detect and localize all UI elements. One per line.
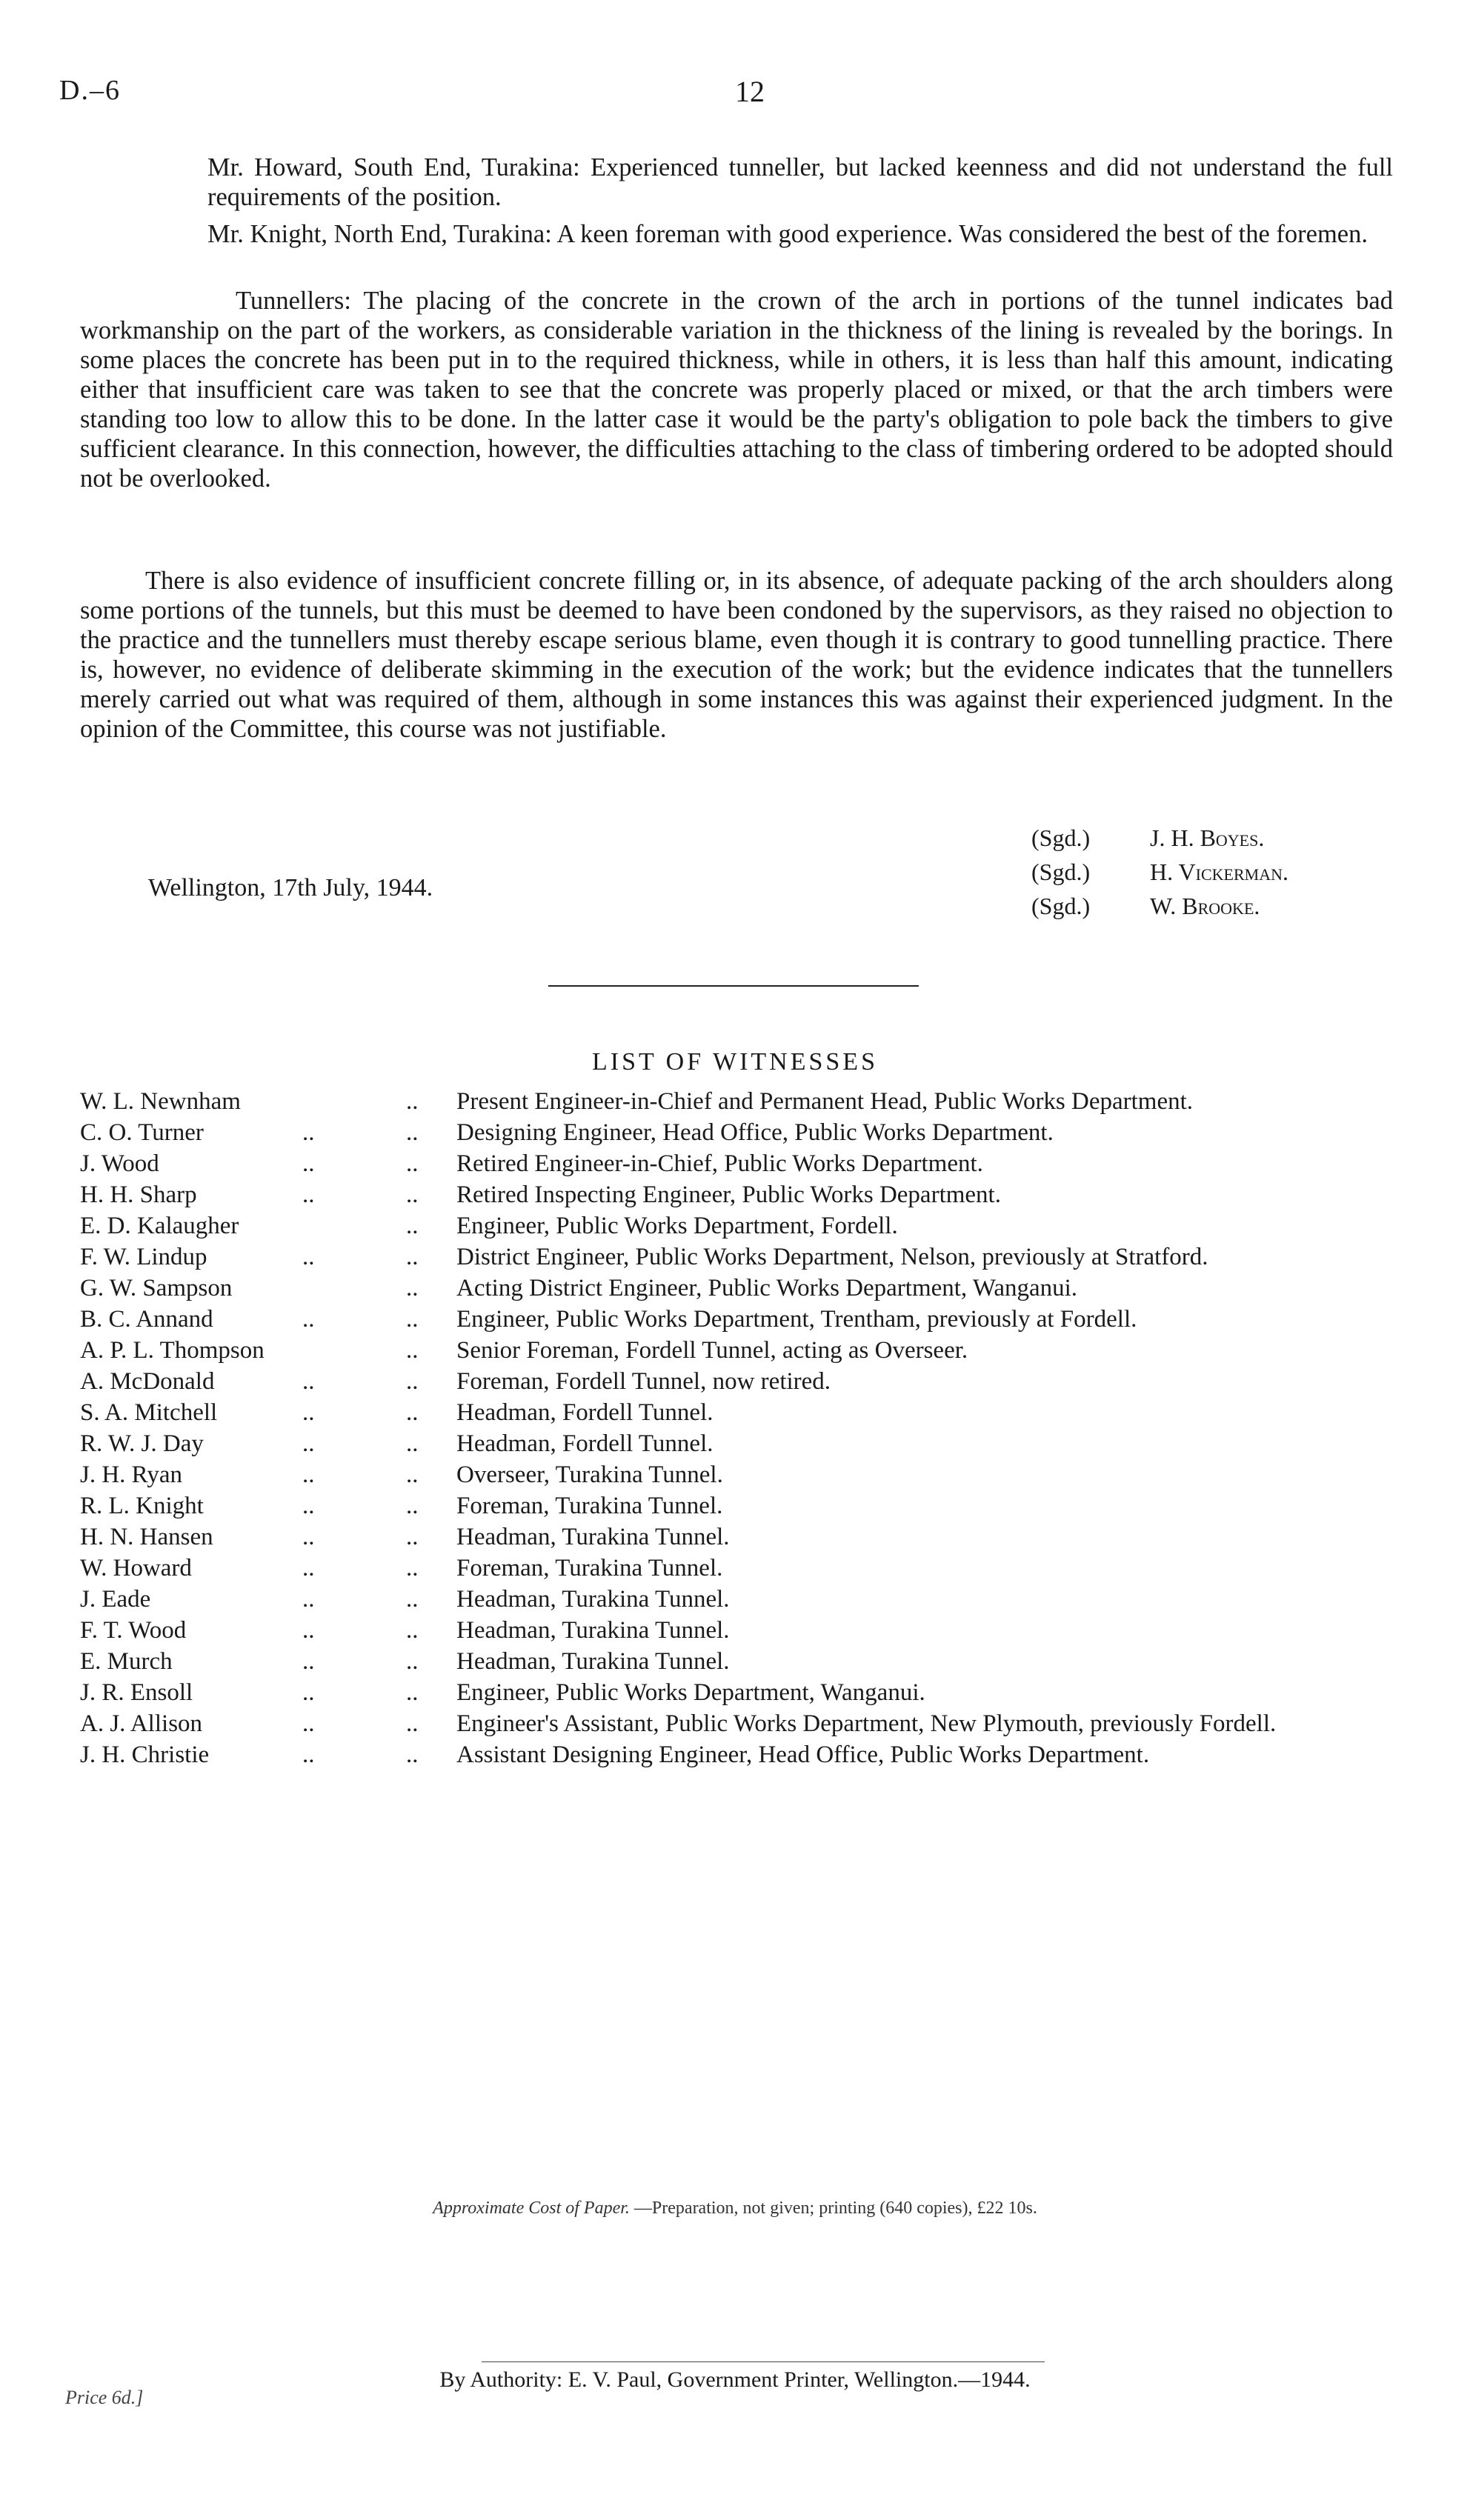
witness-name — [80, 1179, 406, 1210]
witness-name-text: H. H. Sharp — [80, 1181, 197, 1208]
witness-name — [80, 1117, 406, 1148]
leader-dots: .. — [406, 1617, 419, 1644]
witness-name — [80, 1459, 406, 1490]
leader-dots: .. — [406, 1088, 419, 1115]
witness-description: Engineer, Public Works Department, Fordell. — [456, 1213, 898, 1239]
page-number: 12 — [735, 75, 765, 108]
leader-dots: .. — [406, 1399, 419, 1426]
leader-dots: .. — [302, 1119, 315, 1146]
witness-name-text: J. H. Christie — [80, 1741, 210, 1768]
witness-description: District Engineer, Public Works Department, Nelson, previously at Stratford. — [456, 1244, 1208, 1270]
witness-description: Foreman, Turakina Tunnel. — [456, 1555, 723, 1581]
witness-name — [80, 1490, 406, 1521]
leader-dots: .. — [406, 1493, 419, 1519]
witness-name — [80, 1553, 406, 1584]
witness-row — [80, 1521, 1399, 1553]
witness-row — [80, 1179, 1399, 1210]
witness-name-text: B. C. Annand — [80, 1306, 213, 1333]
witness-row — [80, 1117, 1399, 1148]
witness-name — [80, 1739, 406, 1770]
witnesses-title: LIST OF WITNESSES — [591, 1048, 878, 1076]
cost-note-label: Approximate Cost of Paper. — [433, 2199, 630, 2218]
leader-dots: .. — [302, 1430, 315, 1457]
witness-description: Senior Foreman, Fordell Tunnel, acting as Overseer. — [456, 1337, 968, 1364]
witness-name — [80, 1335, 406, 1366]
leader-dots: .. — [302, 1150, 315, 1177]
witness-name — [80, 1708, 406, 1739]
witness-name-text: J. H. Ryan — [80, 1461, 183, 1488]
witness-row — [80, 1366, 1399, 1397]
leader-dots: .. — [302, 1461, 315, 1488]
witness-row — [80, 1553, 1399, 1584]
signatures-block — [1031, 821, 1288, 923]
leader-dots: .. — [406, 1679, 419, 1706]
witness-description: Retired Engineer-in-Chief, Public Works Department. — [456, 1150, 983, 1177]
leader-dots: .. — [406, 1150, 419, 1177]
leader-dots: .. — [406, 1244, 419, 1270]
witness-row — [80, 1241, 1399, 1273]
tunnellers-paragraph: Tunnellers: The placing of the concrete in the crown of the arch in portions of the tunnel indicates bad workmanship on the part of the workers, as considerable variation in the thickness of the lining is revealed by the borings. In some places the concrete has been put in to the required thickness, while in others, it is less than half this amount, indicating either that insufficient care was taken to see that the concrete was properly placed or mixed, or that the arch timbers were standing too low to allow this to be done. In the latter case it would be the party's obligation to pole back the timbers to give sufficient clearance. In this connection, however, the difficulties attaching to the class of timbering ordered to be adopted should not be overlooked. — [80, 287, 1393, 493]
section-divider — [548, 985, 919, 987]
leader-dots: .. — [406, 1710, 419, 1737]
sgd-mark: (Sgd.) — [1031, 859, 1091, 885]
witness-row — [80, 1086, 1399, 1117]
witness-name-text: W. L. Newnham — [80, 1088, 241, 1115]
leader-dots: .. — [302, 1710, 315, 1737]
leader-dots: .. — [302, 1555, 315, 1581]
authority-rule — [482, 2361, 1045, 2362]
sgd-mark: (Sgd.) — [1031, 824, 1091, 851]
witness-name-text: G. W. Sampson — [80, 1275, 233, 1301]
witness-name — [80, 1677, 406, 1708]
leader-dots: .. — [406, 1586, 419, 1613]
witness-name-text: E. Murch — [80, 1648, 173, 1675]
witness-row — [80, 1615, 1399, 1646]
leader-dots: .. — [302, 1648, 315, 1675]
witness-description: Headman, Fordell Tunnel. — [456, 1399, 714, 1426]
witness-name — [80, 1646, 406, 1677]
leader-dots: .. — [406, 1524, 419, 1550]
witness-name — [80, 1366, 406, 1397]
leader-dots: .. — [302, 1306, 315, 1333]
witness-name-text: A. McDonald — [80, 1368, 215, 1395]
signatory-name: W. Brooke. — [1150, 893, 1260, 919]
leader-dots: .. — [302, 1741, 315, 1768]
witness-name-text: A. J. Allison — [80, 1710, 203, 1737]
cost-note — [0, 2199, 1470, 2219]
witness-row — [80, 1428, 1399, 1459]
signature-row — [1031, 821, 1288, 855]
leader-dots: .. — [406, 1119, 419, 1146]
document-reference: D.–6 — [59, 75, 121, 106]
witness-description: Headman, Fordell Tunnel. — [456, 1430, 714, 1457]
leader-dots: .. — [406, 1368, 419, 1395]
witness-name — [80, 1148, 406, 1179]
leader-dots: .. — [406, 1430, 419, 1457]
witness-name-text: S. A. Mitchell — [80, 1399, 218, 1426]
leader-dots: .. — [302, 1368, 315, 1395]
witness-name-text: W. Howard — [80, 1555, 192, 1581]
leader-dots: .. — [302, 1679, 315, 1706]
witness-name-text: R. L. Knight — [80, 1493, 204, 1519]
witness-name-text: J. Wood — [80, 1150, 159, 1177]
witness-name-text: A. P. L. Thompson — [80, 1337, 265, 1364]
witness-name — [80, 1584, 406, 1615]
witnesses-list — [80, 1086, 1399, 1770]
witness-description: Assistant Designing Engineer, Head Office, Public Works Department. — [456, 1741, 1150, 1768]
witness-description: Foreman, Fordell Tunnel, now retired. — [456, 1368, 831, 1395]
witness-description: Designing Engineer, Head Office, Public Works Department. — [456, 1119, 1054, 1146]
witness-description: Overseer, Turakina Tunnel. — [456, 1461, 723, 1488]
witness-name — [80, 1210, 406, 1241]
leader-dots: .. — [406, 1555, 419, 1581]
witness-row — [80, 1708, 1399, 1739]
leader-dots: .. — [406, 1337, 419, 1364]
witness-name — [80, 1241, 406, 1273]
witness-description: Engineer, Public Works Department, Trentham, previously at Fordell. — [456, 1306, 1137, 1333]
leader-dots: .. — [406, 1648, 419, 1675]
witness-row — [80, 1304, 1399, 1335]
sgd-mark: (Sgd.) — [1031, 893, 1091, 919]
witness-name-text: C. O. Turner — [80, 1119, 204, 1146]
witness-name-text: J. R. Ensoll — [80, 1679, 193, 1706]
witness-name — [80, 1304, 406, 1335]
leader-dots: .. — [406, 1306, 419, 1333]
witness-name — [80, 1397, 406, 1428]
leader-dots: .. — [406, 1213, 419, 1239]
witness-description: Headman, Turakina Tunnel. — [456, 1617, 730, 1644]
leader-dots: .. — [406, 1461, 419, 1488]
leader-dots: .. — [302, 1524, 315, 1550]
witness-row — [80, 1210, 1399, 1241]
witness-name-text: J. Eade — [80, 1586, 151, 1613]
witness-description: Headman, Turakina Tunnel. — [456, 1586, 730, 1613]
leader-dots: .. — [406, 1275, 419, 1301]
witness-row — [80, 1397, 1399, 1428]
witness-name — [80, 1273, 406, 1304]
witness-row — [80, 1584, 1399, 1615]
witness-row — [80, 1335, 1399, 1366]
witness-row — [80, 1490, 1399, 1521]
witness-name-text: E. D. Kalaugher — [80, 1213, 239, 1239]
signature-row — [1031, 855, 1288, 889]
leader-dots: .. — [406, 1741, 419, 1768]
foreman-knight-note: Mr. Knight, North End, Turakina: A keen foreman with good experience. Was considered the best of the foremen. — [207, 220, 1368, 248]
witness-name-text: R. W. J. Day — [80, 1430, 204, 1457]
leader-dots: .. — [302, 1493, 315, 1519]
witness-name — [80, 1086, 406, 1117]
printer-authority: By Authority: E. V. Paul, Government Printer, Wellington.—1944. — [439, 2367, 1031, 2392]
price-note: Price 6d.] — [65, 2387, 144, 2408]
witness-row — [80, 1646, 1399, 1677]
witness-name-text: F. T. Wood — [80, 1617, 187, 1644]
witness-row — [80, 1459, 1399, 1490]
leader-dots: .. — [302, 1586, 315, 1613]
witness-description: Retired Inspecting Engineer, Public Works Department. — [456, 1181, 1001, 1208]
witness-row — [80, 1273, 1399, 1304]
witness-description: Engineer's Assistant, Public Works Department, New Plymouth, previously Fordell. — [456, 1710, 1277, 1737]
leader-dots: .. — [406, 1181, 419, 1208]
signatory-name: H. Vickerman. — [1150, 859, 1288, 885]
witness-name — [80, 1428, 406, 1459]
leader-dots: .. — [302, 1181, 315, 1208]
witness-name-text: F. W. Lindup — [80, 1244, 207, 1270]
foreman-howard-note: Mr. Howard, South End, Turakina: Experienced tunneller, but lacked keenness and did not understand the full requirements of the position. — [207, 153, 1393, 211]
witness-name — [80, 1521, 406, 1553]
witness-description: Foreman, Turakina Tunnel. — [456, 1493, 723, 1519]
witness-row — [80, 1739, 1399, 1770]
witness-description: Acting District Engineer, Public Works Department, Wanganui. — [456, 1275, 1078, 1301]
witness-row — [80, 1677, 1399, 1708]
leader-dots: .. — [302, 1244, 315, 1270]
leader-dots: .. — [302, 1617, 315, 1644]
witness-description: Headman, Turakina Tunnel. — [456, 1524, 730, 1550]
witness-name — [80, 1615, 406, 1646]
witness-row — [80, 1148, 1399, 1179]
witness-description: Headman, Turakina Tunnel. — [456, 1648, 730, 1675]
witness-description: Engineer, Public Works Department, Wanganui. — [456, 1679, 925, 1706]
cost-note-text: —Preparation, not given; printing (640 copies), £22 10s. — [633, 2199, 1037, 2218]
evidence-paragraph: There is also evidence of insufficient concrete filling or, in its absence, of adequate packing of the arch shoulders along some portions of the tunnels, but this must be deemed to have been condoned by the supervisors, as they raised no objection to the practice and the tunnellers must thereby escape serious blame, even though it is contrary to good tunnelling practice. There is, however, no evidence of deliberate skimming in the execution of the work; but the evidence indicates that the tunnellers merely carried out what was required of them, although in some instances this was against their experienced judgment. In the opinion of the Committee, this course was not justifiable. — [80, 567, 1393, 743]
signatory-name: J. H. Boyes. — [1150, 824, 1265, 851]
witness-name-text: H. N. Hansen — [80, 1524, 213, 1550]
witness-description: Present Engineer-in-Chief and Permanent Head, Public Works Department. — [456, 1088, 1194, 1115]
signature-row — [1031, 889, 1288, 923]
leader-dots: .. — [302, 1399, 315, 1426]
dateline: Wellington, 17th July, 1944. — [148, 874, 433, 901]
